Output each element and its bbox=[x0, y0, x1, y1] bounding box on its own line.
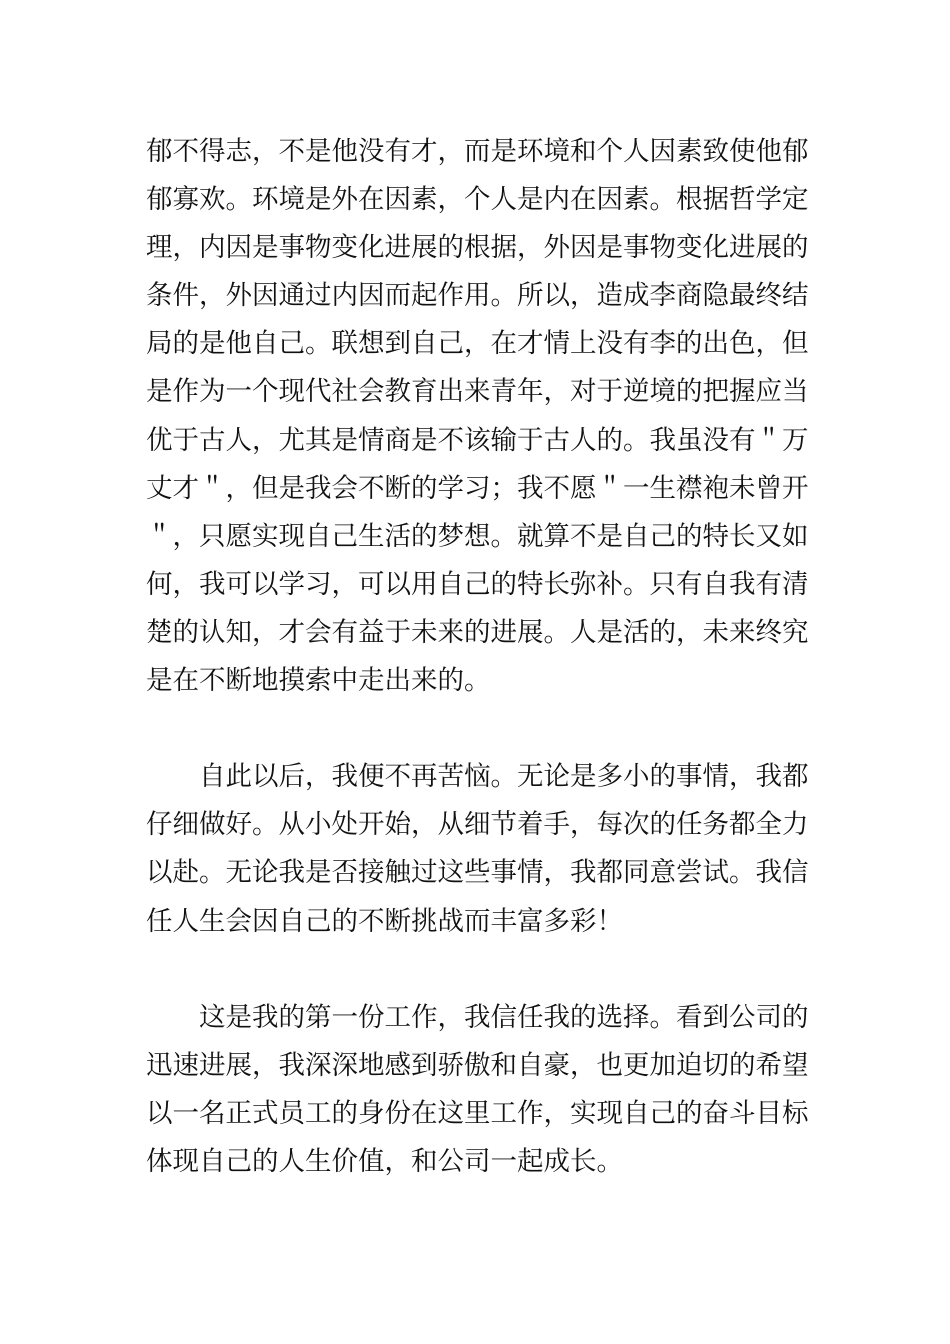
text-line: 是作为一个现代社会教育出来青年，对于逆境的把握应当 bbox=[146, 376, 809, 408]
text-line: 以赴。无论我是否接触过这些事情，我都同意尝试。我信 bbox=[146, 857, 809, 889]
document-body bbox=[146, 128, 808, 1186]
paragraph-spacer bbox=[146, 946, 808, 994]
text-line: 优于古人，尤其是情商是不该输于古人的。我虽没有＂万 bbox=[146, 424, 809, 456]
text-line: 这是我的第一份工作，我信任我的选择。看到公司的 bbox=[199, 1001, 809, 1033]
text-line: 自此以后，我便不再苦恼。无论是多小的事情，我都 bbox=[199, 761, 809, 793]
paragraph-2 bbox=[146, 753, 808, 945]
text-line: 局的是他自己。联想到自己，在才情上没有李的出色，但 bbox=[146, 328, 809, 360]
text-line: 郁不得志，不是他没有才，而是环境和个人因素致使他郁 bbox=[146, 136, 809, 167]
paragraph-spacer bbox=[146, 705, 808, 753]
text-line: 以一名正式员工的身份在这里工作，实现自己的奋斗目标 bbox=[146, 1097, 809, 1129]
text-line: 仔细做好。从小处开始，从细节着手，每次的任务都全力 bbox=[146, 809, 809, 841]
text-line: 任人生会因自己的不断挑战而丰富多彩！ bbox=[146, 905, 623, 937]
text-line: 何，我可以学习，可以用自己的特长弥补。只有自我有清 bbox=[146, 568, 809, 600]
paragraph-1 bbox=[146, 128, 808, 705]
text-line: 迅速进展，我深深地感到骄傲和自豪，也更加迫切的希望 bbox=[146, 1049, 809, 1081]
text-line: 体现自己的人生价值，和公司一起成长。 bbox=[146, 1145, 623, 1177]
text-line: 郁寡欢。环境是外在因素，个人是内在因素。根据哲学定 bbox=[146, 184, 809, 216]
text-line: 楚的认知，才会有益于未来的进展。人是活的，未来终究 bbox=[146, 616, 809, 648]
text-line: 丈才＂，但是我会不断的学习；我不愿＂一生襟袍未曾开 bbox=[146, 472, 809, 504]
paragraph-3 bbox=[146, 994, 808, 1186]
text-line: ＂，只愿实现自己生活的梦想。就算不是自己的特长又如 bbox=[146, 520, 809, 552]
text-line: 条件，外因通过内因而起作用。所以，造成李商隐最终结 bbox=[146, 280, 809, 312]
text-line: 是在不断地摸索中走出来的。 bbox=[146, 665, 491, 697]
text-line: 理，内因是事物变化进展的根据，外因是事物变化进展的 bbox=[146, 232, 809, 264]
